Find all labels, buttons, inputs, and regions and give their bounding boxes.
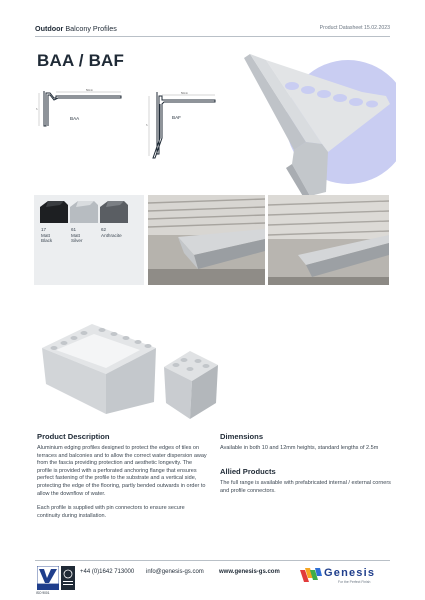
description-paragraph-1: Aluminium edging profiles designed to protect the edges of tiles on terraces and balconies and to allow the correct water dispersion away from the fascia providing protection and aesthetic longevity. The profile is provided with a perforated anchoring flange that ensures perfect fastening of the profile to the substrate and a vertical side, protecting the edge of the flooring, partly bended outwards in order to allow the downflow of water. xyxy=(37,445,207,497)
internal-corner-image xyxy=(36,318,160,414)
colour-swatches-panel xyxy=(34,195,144,285)
header-category xyxy=(35,24,117,33)
dimensions-heading: Dimensions xyxy=(220,432,264,441)
accreditation-badge-icon xyxy=(61,566,75,590)
header-doc-info: Product Datasheet 15.02.2023 xyxy=(319,25,390,31)
baa-drawing-label: BAA xyxy=(70,116,80,121)
swatch-label-matt-silver: 61 Matt Silver xyxy=(71,227,83,244)
header-category-rest: Balcony Profiles xyxy=(65,24,117,33)
footer-email[interactable]: info@genesis-gs.com xyxy=(146,569,204,575)
product-description-heading: Product Description xyxy=(37,432,110,441)
baf-drawing-label: BAF xyxy=(172,115,181,120)
page-title: BAA / BAF xyxy=(37,51,125,70)
external-corner-image xyxy=(160,345,222,421)
svg-text:h: h xyxy=(146,124,148,127)
dimensions-text: Available in both 10 and 12mm heights, standard lengths of 2.5m xyxy=(220,445,379,451)
certification-badge-icon xyxy=(37,566,59,590)
swatch-label-matt-black: 17 Matt Black xyxy=(41,227,53,244)
brand-tagline: For the Perfect Finish xyxy=(338,580,371,584)
brand-name: Genesis xyxy=(324,567,376,579)
installation-photo-1 xyxy=(148,195,265,285)
page-header xyxy=(35,24,390,36)
svg-text:50mm: 50mm xyxy=(181,92,188,95)
baa-drawing xyxy=(36,86,136,136)
product-hero-image xyxy=(236,52,396,198)
svg-text:h: h xyxy=(36,108,38,111)
baf-drawing xyxy=(145,86,235,171)
footer-website[interactable]: www.genesis-gs.com xyxy=(219,569,280,575)
installation-photo-2 xyxy=(268,195,389,285)
allied-products-text: The full range is available with prefabricated internal / external corners and profile connectors. xyxy=(220,480,391,494)
header-divider xyxy=(35,36,390,37)
footer-divider xyxy=(35,560,390,561)
description-paragraph-2: Each profile is supplied with pin connectors to ensure secure continuity during installation. xyxy=(37,505,185,519)
certification-text: ISO 9001 xyxy=(36,591,50,595)
svg-text:50mm: 50mm xyxy=(86,89,93,92)
product-description-body xyxy=(37,445,207,520)
swatch-label-anthracite: 62 Anthracite xyxy=(101,227,122,238)
genesis-logo-icon xyxy=(300,566,322,584)
allied-products-heading: Allied Products xyxy=(220,467,276,476)
header-category-bold: Outdoor xyxy=(35,24,64,33)
footer-phone[interactable]: +44 (0)1642 713000 xyxy=(80,569,135,575)
